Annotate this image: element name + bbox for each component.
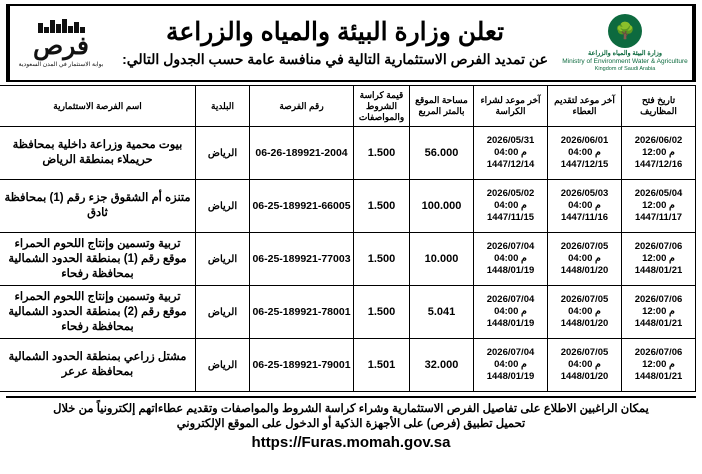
cell-open-date: 2026/05/04 12:00 م 1447/11/17 <box>622 180 696 233</box>
ministry-logo-block <box>558 6 694 80</box>
footer-line-2: تحميل تطبيق (فرص) على الأجهزة الذكية أو الدخول على الموقع الإلكتروني <box>176 418 526 430</box>
col-buy-date: آخر موعد لشراء الكراسة <box>474 86 548 127</box>
opportunities-table <box>0 85 696 392</box>
col-opportunity-number: رقم الفرصة <box>250 86 354 127</box>
skyline-icon <box>38 18 85 33</box>
cell-opportunity-name: بيوت محمية وزراعة داخلية بمحافظة حريملاء بمنطقة الرياض <box>0 127 196 180</box>
table-row <box>0 339 696 392</box>
cell-opportunity-number: 06-26-189921-2004 <box>250 127 354 180</box>
cell-opportunity-number: 06-25-189921-77003 <box>250 233 354 286</box>
furas-tagline: بوابة الاستثمار في المدن السعودية <box>18 61 104 68</box>
furas-logo <box>19 18 104 69</box>
cell-buy-date: 2026/05/02 04:00 م 1447/11/15 <box>474 180 548 233</box>
cell-offer-date: 2026/07/05 04:00 م 1448/01/20 <box>548 339 622 392</box>
cell-open-date: 2026/07/06 12:00 م 1448/01/21 <box>622 233 696 286</box>
cell-offer-date: 2026/06/01 04:00 م 1447/12/15 <box>548 127 622 180</box>
cell-buy-date: 2026/07/04 04:00 م 1448/01/19 <box>474 233 548 286</box>
cell-price: 1.500 <box>354 233 410 286</box>
cell-area: 5.041 <box>410 286 474 339</box>
table-header-row <box>0 86 696 127</box>
cell-opportunity-name: متنزه أم الشقوق جزء رقم (1) بمحافظة ثادق <box>0 180 196 233</box>
cell-area: 100.000 <box>410 180 474 233</box>
ministry-name-english: Ministry of Environment Water & Agriculture <box>562 57 688 65</box>
page-title: تعلن وزارة البيئة والمياه والزراعة <box>165 18 505 46</box>
col-municipality: البلدية <box>196 86 250 127</box>
col-opportunity-name: اسم الفرصة الاستثمارية <box>0 86 196 127</box>
cell-municipality: الرياض <box>196 127 250 180</box>
cell-municipality: الرياض <box>196 286 250 339</box>
cell-opportunity-number: 06-25-189921-78001 <box>250 286 354 339</box>
cell-open-date: 2026/07/06 12:00 م 1448/01/21 <box>622 286 696 339</box>
footer-line-1: يمكان الراغبين الاطلاع على تفاصيل الفرص الاستثمارية وشراء كراسة الشروط والمواصفات وتقديم عطاءاتهم إلكترونياً من خلال <box>53 403 649 415</box>
cell-price: 1.501 <box>354 339 410 392</box>
cell-offer-date: 2026/07/05 04:00 م 1448/01/20 <box>548 286 622 339</box>
cell-area: 56.000 <box>410 127 474 180</box>
saudi-palm-swords-emblem-icon: 🌳 <box>608 14 642 48</box>
cell-buy-date: 2026/07/04 04:00 م 1448/01/19 <box>474 339 548 392</box>
title-block <box>112 6 558 80</box>
cell-buy-date: 2026/07/04 04:00 م 1448/01/19 <box>474 286 548 339</box>
table-row <box>0 286 696 339</box>
table-body <box>0 127 696 392</box>
footer <box>6 396 696 452</box>
col-area: مساحة الموقع بالمتر المربع <box>410 86 474 127</box>
table-header <box>0 86 696 127</box>
cell-area: 10.000 <box>410 233 474 286</box>
cell-open-date: 2026/07/06 12:00 م 1448/01/21 <box>622 339 696 392</box>
cell-buy-date: 2026/05/31 04:00 م 1447/12/14 <box>474 127 548 180</box>
col-offer-date: آخر موعد لتقديم العطاء <box>548 86 622 127</box>
table-row <box>0 127 696 180</box>
furas-logo-block <box>8 6 112 80</box>
cell-municipality: الرياض <box>196 233 250 286</box>
cell-open-date: 2026/06/02 12:00 م 1447/12/16 <box>622 127 696 180</box>
cell-municipality: الرياض <box>196 180 250 233</box>
ministry-name-arabic: وزارة البيئة والمياه والزراعة <box>587 49 663 57</box>
furas-wordmark: فرص <box>33 31 89 60</box>
cell-area: 32.000 <box>410 339 474 392</box>
footer-url[interactable]: https://Furas.momah.gov.sa <box>251 434 451 451</box>
col-price: قيمة كراسة الشروط والمواصفات <box>354 86 410 127</box>
cell-opportunity-number: 06-25-189921-79001 <box>250 339 354 392</box>
cell-opportunity-number: 06-25-189921-66005 <box>250 180 354 233</box>
cell-municipality: الرياض <box>196 339 250 392</box>
table-row <box>0 233 696 286</box>
page-subtitle: عن تمديد الفرص الاستثمارية التالية في منافسة عامة حسب الجدول التالي: <box>122 51 548 67</box>
cell-offer-date: 2026/05/03 04:00 م 1447/11/16 <box>548 180 622 233</box>
cell-price: 1.500 <box>354 180 410 233</box>
ministry-kingdom-english: Kingdom of Saudi Arabia <box>594 65 656 72</box>
cell-opportunity-name: مشتل زراعي بمنطقة الحدود الشمالية بمحافظة عرعر <box>0 339 196 392</box>
cell-price: 1.500 <box>354 127 410 180</box>
cell-opportunity-name: تربية وتسمين وإنتاج اللحوم الحمراء موقع رقم (1) بمنطقة الحدود الشمالية بمحافظة رفحاء <box>0 233 196 286</box>
cell-price: 1.500 <box>354 286 410 339</box>
col-open-date: تاريخ فتح المظاريف <box>622 86 696 127</box>
table-row <box>0 180 696 233</box>
header <box>6 4 696 82</box>
cell-offer-date: 2026/07/05 04:00 م 1448/01/20 <box>548 233 622 286</box>
cell-opportunity-name: تربية وتسمين وإنتاج اللحوم الحمراء موقع رقم (2) بمنطقة الحدود الشمالية بمحافظة رفحاء <box>0 286 196 339</box>
